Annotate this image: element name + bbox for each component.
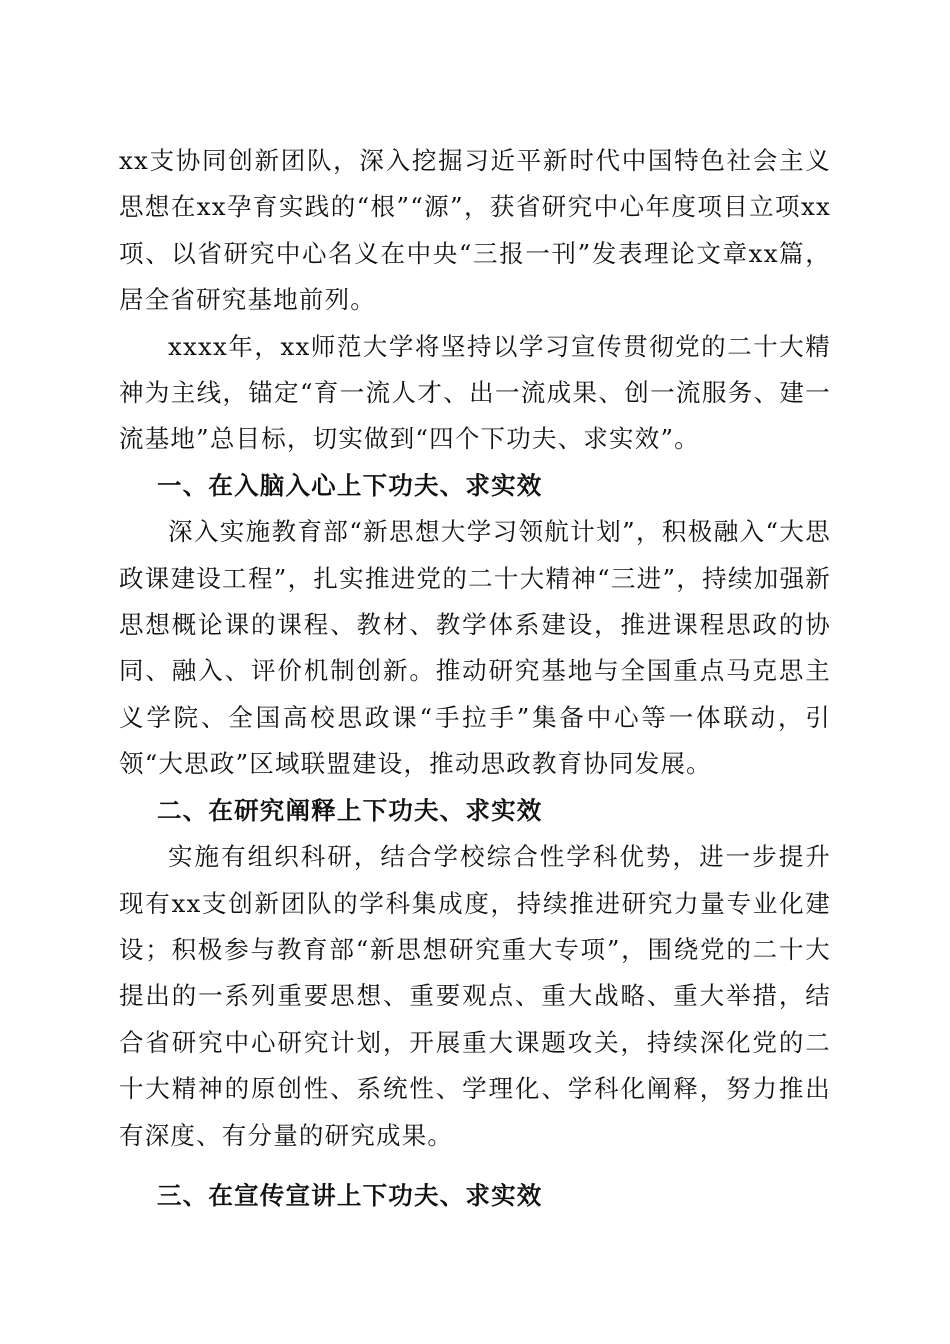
- paragraph-continued: xx支协同创新团队，深入挖掘习近平新时代中国特色社会主义思想在xx孕育实践的“根”“源”，获省研究中心年度项目立项xx项、以省研究中心名义在中央“三报一刊”发表理论文章xx篇，居全省研究基地前列。: [119, 146, 831, 315]
- section-heading-1: 一、在入脑入心上下功夫、求实效: [156, 470, 543, 500]
- document-body: [119, 138, 831, 1219]
- paragraph-section-2: 实施有组织科研，结合学校综合性学科优势，进一步提升现有xx支创新团队的学科集成度，持续推进研究力量专业化建设；积极参与教育部“新思想研究重大专项”，围绕党的二十大提出的一系列重要思想、重要观点、重大战略、重大举措，结合省研究中心研究计划，开展重大课题攻关，持续深化党的二十大精神的原创性、系统性、学理化、学科化阐释，努力推出有深度、有分量的研究成果。: [119, 842, 831, 1150]
- section-heading-2: 二、在研究阐释上下功夫、求实效: [156, 795, 543, 825]
- paragraph-section-1: 深入实施教育部“新思想大学习领航计划”，积极融入“大思政课建设工程”，扎实推进党的二十大精神“三进”，持续加强新思想概论课的课程、教材、教学体系建设，推进课程思政的协同、融入、评价机制创新。推动研究基地与全国重点马克思主义学院、全国高校思政课“手拉手”集备中心等一体联动，引领“大思政”区域联盟建设，推动思政教育协同发展。: [119, 517, 831, 779]
- section-heading-3: 三、在宣传宣讲上下功夫、求实效: [156, 1180, 543, 1210]
- paragraph-plan-overview: xxxx年，xx师范大学将坚持以学习宣传贯彻党的二十大精神为主线，锚定“育一流人才、出一流成果、创一流服务、建一流基地”总目标，切实做到“四个下功夫、求实效”。: [119, 331, 831, 454]
